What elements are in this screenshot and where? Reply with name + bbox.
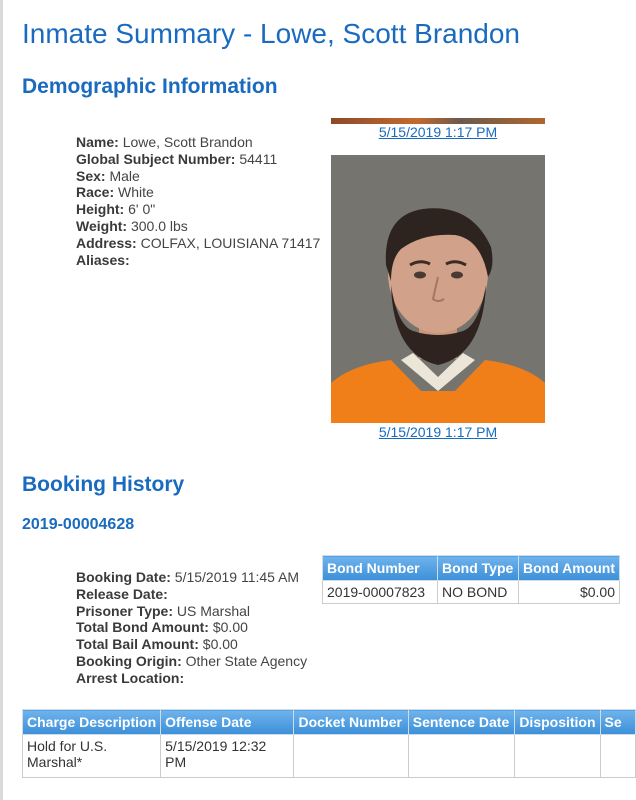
prisoner-type-row: Prisoner Type: US Marshal [76,602,251,619]
booking-date-value: 5/15/2019 11:45 AM [174,569,300,585]
charge-description-cell: Hold for U.S. Marshal* [23,735,161,778]
weight-row: Weight: 300.0 lbs [76,217,188,234]
docket-number-header[interactable]: Docket Number [294,710,408,735]
aliases-row: Aliases: [76,251,130,268]
sex-row: Sex: Male [76,167,140,184]
booking-number: 2019-00004628 [22,516,135,533]
photo-link-bottom[interactable]: 5/15/2019 1:17 PM [378,424,498,440]
weight-value: 300.0 lbs [130,217,188,234]
bond-number-cell: 2019-00007823 [323,581,438,604]
sentence-header-truncated[interactable]: Se [600,710,635,735]
address-value: COLFAX, LOUISIANA 71417 [140,234,321,251]
name-value: Lowe, Scott Brandon [122,134,253,150]
address-row: Address: COLFAX, LOUISIANA 71417 [76,234,321,251]
table-row [323,581,620,604]
mugshot-photo[interactable] [331,155,545,423]
race-row: Race: White [76,184,154,201]
photo-link-top[interactable]: 5/15/2019 1:17 PM [378,124,498,140]
sentence-date-header[interactable]: Sentence Date [408,710,515,735]
height-value: 6' 0" [128,201,156,218]
demographic-heading: Demographic Information [22,75,278,98]
arrest-location-row: Arrest Location: [76,669,185,686]
table-row [23,735,636,778]
height-row: Height: 6' 0" [76,201,156,218]
mugshot-illustration [331,155,545,423]
offense-date-cell: 5/15/2019 12:32 PM [161,735,294,778]
bond-table-header [323,556,620,581]
prisoner-type-value: US Marshal [176,602,251,619]
sentence-date-cell [408,735,515,778]
race-value: White [118,184,154,201]
bond-type-cell: NO BOND [438,581,519,604]
demographic-fields [76,134,320,268]
charge-table-header [23,710,636,735]
sex-value: Male [109,167,140,184]
disposition-cell [515,735,600,778]
booking-date-row: Booking Date: 5/15/2019 11:45 AM [76,569,300,585]
global-subject-number-row: Global Subject Number: 54411 [76,150,278,167]
offense-date-header[interactable]: Offense Date [161,710,294,735]
bond-amount-header[interactable]: Bond Amount [519,556,620,581]
global-subject-number-value: 54411 [239,150,278,167]
docket-number-cell [294,735,408,778]
charge-description-header[interactable]: Charge Description [23,710,161,735]
booking-origin-value: Other State Agency [185,652,308,669]
total-bail-amount-row: Total Bail Amount: $0.00 [76,636,238,653]
bond-number-header[interactable]: Bond Number [323,556,438,581]
sentence-cell [600,735,635,778]
bond-type-header[interactable]: Bond Type [438,556,519,581]
bond-table [322,555,620,604]
total-bail-amount-value: $0.00 [202,636,238,653]
booking-origin-row: Booking Origin: Other State Agency [76,652,308,669]
release-date-row: Release Date: [76,585,168,602]
name-row: Name: Lowe, Scott Brandon [76,134,253,150]
booking-history-heading: Booking History [22,473,185,496]
total-bond-amount-value: $0.00 [212,619,248,636]
booking-fields [76,569,307,687]
disposition-header[interactable]: Disposition [515,710,600,735]
charge-table [22,709,636,778]
page-title: Inmate Summary - Lowe, Scott Brandon [22,18,520,49]
bond-amount-cell: $0.00 [519,581,620,604]
total-bond-amount-row: Total Bond Amount: $0.00 [76,619,248,636]
left-border [0,0,3,800]
